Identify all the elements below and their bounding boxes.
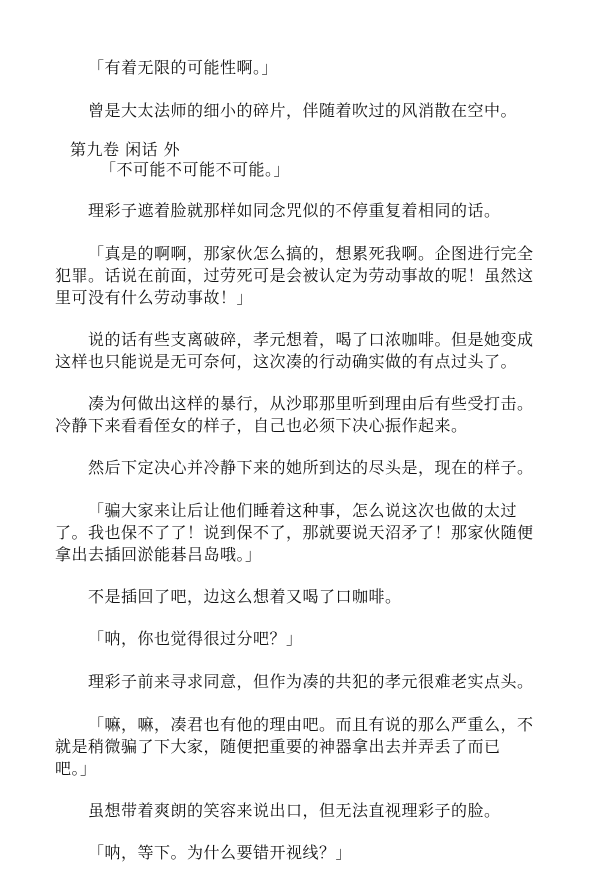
chapter-heading: 第九卷 闲话 外 (70, 140, 181, 159)
text-line: 理彩子遮着脸就那样如同念咒似的不停重复着相同的话。 (88, 201, 501, 220)
text-line: 了。我也保不了了！说到保不了，那就要说天沼矛了！那家伙随便 (55, 523, 534, 542)
text-line: 理彩子前来寻求同意，但作为凑的共犯的孝元很难老实点头。 (88, 672, 534, 691)
text-line: 「嘛，嘛，凑君也有他的理由吧。而且有说的那么严重么，不 (88, 715, 534, 734)
text-line: 「真是的啊啊，那家伙怎么搞的，想累死我啊。企图进行完全 (88, 244, 534, 263)
text-line: 这样也只能说是无可奈何，这次凑的行动确实做的有点过头了。 (55, 352, 518, 371)
text-line: 就是稍微骗了下大家，随便把重要的神器拿出去并弄丢了而已 (55, 737, 501, 756)
text-line: 说的话有些支离破碎，孝元想着，喝了口浓咖啡。但是她变成 (88, 330, 534, 349)
text-line: 吧。」 (55, 759, 97, 778)
text-line: 然后下定决心并冷静下来的她所到达的尽头是，现在的样子。 (88, 458, 534, 477)
text-line: 「有着无限的可能性啊。」 (88, 58, 279, 77)
text-line: 虽想带着爽朗的笑容来说出口，但无法直视理彩子的脸。 (88, 801, 501, 820)
text-line: 「呐，你也觉得很过分吧？」 (88, 629, 303, 648)
text-line: 里可没有什么劳动事故！」 (55, 288, 254, 307)
text-line: 拿出去插回淤能碁吕岛哦。」 (55, 545, 262, 564)
text-line: 「不可能不可能不可能。」 (100, 160, 291, 179)
text-line: 曾是大太法师的细小的碎片，伴随着吹过的风消散在空中。 (88, 101, 518, 120)
text-line: 凑为何做出这样的暴行，从沙耶那里听到理由后有些受打击。 (88, 394, 534, 413)
text-line: 犯罪。话说在前面，过劳死可是会被认定为劳动事故的呢！虽然这 (55, 266, 534, 285)
text-line: 冷静下来看看侄女的样子，自己也必须下决心振作起来。 (55, 416, 468, 435)
text-line: 不是插回了吧，边这么想着又喝了口咖啡。 (88, 587, 402, 606)
text-line: 「呐，等下。为什么要错开视线？」 (88, 843, 353, 862)
text-line: 「骗大家来让后让他们睡着这种事，怎么说这次也做的太过 (88, 501, 518, 520)
